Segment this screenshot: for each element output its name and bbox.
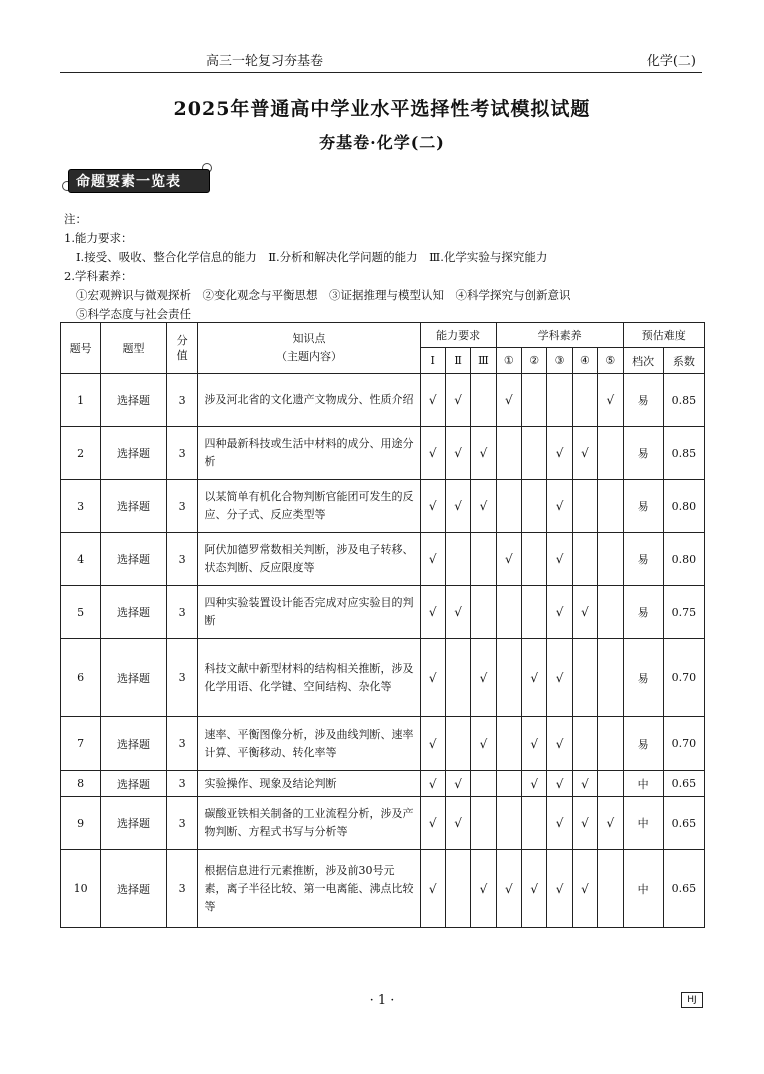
cell-check-mark: √	[420, 427, 445, 480]
ability-heading: 1.能力要求：	[64, 231, 133, 245]
cell-check-mark	[598, 427, 623, 480]
cell-check-mark: √	[522, 771, 547, 797]
table-row	[61, 639, 705, 717]
cell-question-no: 1	[61, 374, 101, 427]
header-kp-subtitle: （主题内容）	[275, 350, 342, 363]
cell-difficulty-coefficient: 0.65	[663, 771, 704, 797]
cell-check-mark: √	[496, 533, 521, 586]
publisher-code: HJ	[681, 992, 703, 1008]
cell-score: 3	[166, 427, 198, 480]
cell-check-mark	[572, 533, 597, 586]
table-row	[61, 374, 705, 427]
cell-check-mark: √	[572, 850, 597, 928]
cell-knowledge-point: 以某简单有机化合物判断官能团可发生的反应、分子式、反应类型等	[198, 480, 420, 533]
cell-difficulty-coefficient: 0.70	[663, 639, 704, 717]
header-kp-title: 知识点	[292, 332, 326, 345]
header-knowledge-point	[198, 323, 420, 374]
cell-check-mark	[496, 717, 521, 771]
cell-check-mark: √	[420, 797, 445, 850]
cell-check-mark	[496, 480, 521, 533]
cell-question-no: 8	[61, 771, 101, 797]
cell-difficulty-level: 易	[623, 374, 663, 427]
cell-score: 3	[166, 586, 198, 639]
subheader-ability-3: Ⅲ	[471, 348, 496, 374]
cell-knowledge-point: 阿伏加德罗常数相关判断，涉及电子转移、状态判断、反应限度等	[198, 533, 420, 586]
cell-check-mark: √	[547, 797, 572, 850]
page-number: · 1 ·	[369, 993, 395, 1008]
header-ability: 能力要求	[420, 323, 496, 348]
cell-check-mark	[547, 374, 572, 427]
cell-difficulty-level: 中	[623, 771, 663, 797]
cell-knowledge-point: 四种最新科技或生活中材料的成分、用途分析	[198, 427, 420, 480]
table-row	[61, 850, 705, 928]
cell-score: 3	[166, 480, 198, 533]
cell-question-no: 4	[61, 533, 101, 586]
cell-check-mark	[598, 533, 623, 586]
cell-check-mark: √	[547, 850, 572, 928]
cell-difficulty-coefficient: 0.70	[663, 717, 704, 771]
cell-check-mark	[572, 480, 597, 533]
cell-question-type: 选择题	[101, 771, 167, 797]
cell-difficulty-level: 中	[623, 797, 663, 850]
cell-score: 3	[166, 374, 198, 427]
cell-check-mark: √	[445, 480, 470, 533]
cell-difficulty-level: 易	[623, 639, 663, 717]
cell-check-mark	[522, 533, 547, 586]
cell-check-mark: √	[471, 639, 496, 717]
cell-question-type: 选择题	[101, 717, 167, 771]
header-subject: 化学(二)	[646, 54, 696, 69]
cell-question-type: 选择题	[101, 850, 167, 928]
subheader-ability-2: Ⅱ	[445, 348, 470, 374]
cell-check-mark	[598, 771, 623, 797]
cell-check-mark: √	[547, 639, 572, 717]
cell-question-type: 选择题	[101, 639, 167, 717]
cell-check-mark	[598, 850, 623, 928]
cell-check-mark	[598, 639, 623, 717]
cell-check-mark	[572, 374, 597, 427]
header-score-text: 分值	[176, 334, 188, 362]
cell-check-mark: √	[598, 797, 623, 850]
cell-check-mark: √	[445, 374, 470, 427]
cell-check-mark	[496, 586, 521, 639]
cell-difficulty-coefficient: 0.65	[663, 850, 704, 928]
cell-check-mark: √	[420, 771, 445, 797]
cell-check-mark	[496, 797, 521, 850]
cell-check-mark: √	[445, 586, 470, 639]
page-header	[60, 50, 702, 73]
cell-check-mark	[471, 797, 496, 850]
subheader-difficulty-2: 系数	[663, 348, 704, 374]
cell-check-mark: √	[496, 374, 521, 427]
cell-difficulty-coefficient: 0.80	[663, 480, 704, 533]
cell-check-mark	[471, 586, 496, 639]
header-literacy: 学科素养	[496, 323, 623, 348]
cell-question-no: 7	[61, 717, 101, 771]
cell-check-mark: √	[445, 797, 470, 850]
cell-check-mark: √	[471, 850, 496, 928]
cell-knowledge-point: 碳酸亚铁相关制备的工业流程分析，涉及产物判断、方程式书写与分析等	[198, 797, 420, 850]
cell-difficulty-level: 中	[623, 850, 663, 928]
subheader-literacy-5: ⑤	[598, 348, 623, 374]
section-banner	[62, 165, 212, 195]
cell-check-mark: √	[445, 771, 470, 797]
cell-question-type: 选择题	[101, 374, 167, 427]
notes-section	[64, 210, 724, 324]
subheader-literacy-3: ③	[547, 348, 572, 374]
cell-score: 3	[166, 771, 198, 797]
cell-check-mark: √	[572, 427, 597, 480]
cell-check-mark	[445, 717, 470, 771]
cell-check-mark	[598, 717, 623, 771]
cell-check-mark: √	[420, 850, 445, 928]
cell-check-mark: √	[598, 374, 623, 427]
cell-check-mark: √	[547, 480, 572, 533]
table-row	[61, 797, 705, 850]
cell-check-mark	[496, 639, 521, 717]
cell-check-mark: √	[522, 717, 547, 771]
cell-check-mark	[572, 639, 597, 717]
cell-difficulty-level: 易	[623, 586, 663, 639]
cell-check-mark: √	[420, 717, 445, 771]
note-label: 注：	[64, 212, 87, 226]
cell-check-mark	[445, 639, 470, 717]
cell-check-mark: √	[471, 480, 496, 533]
cell-difficulty-level: 易	[623, 717, 663, 771]
cell-question-no: 9	[61, 797, 101, 850]
cell-score: 3	[166, 850, 198, 928]
cell-question-type: 选择题	[101, 427, 167, 480]
cell-check-mark: √	[547, 771, 572, 797]
cell-question-no: 2	[61, 427, 101, 480]
cell-check-mark	[445, 533, 470, 586]
cell-check-mark	[471, 374, 496, 427]
cell-check-mark	[445, 850, 470, 928]
exam-subtitle: 夯基卷·化学(二)	[319, 133, 445, 152]
table-row	[61, 586, 705, 639]
table-row	[61, 480, 705, 533]
cell-check-mark: √	[547, 427, 572, 480]
banner-label: 命题要素一览表	[76, 174, 181, 190]
cell-difficulty-coefficient: 0.80	[663, 533, 704, 586]
cell-check-mark	[522, 374, 547, 427]
header-series-title: 高三一轮复习夯基卷	[206, 54, 324, 69]
cell-score: 3	[166, 533, 198, 586]
cell-check-mark: √	[572, 797, 597, 850]
cell-difficulty-coefficient: 0.65	[663, 797, 704, 850]
table-row	[61, 771, 705, 797]
cell-difficulty-coefficient: 0.85	[663, 374, 704, 427]
cell-check-mark	[598, 480, 623, 533]
table-row	[61, 717, 705, 771]
cell-check-mark	[522, 586, 547, 639]
literacy-items-1: ①宏观辨识与微观探析 ②变化观念与平衡思想 ③证据推理与模型认知 ④科学探究与创新意识	[76, 288, 571, 302]
cell-check-mark: √	[522, 850, 547, 928]
cell-check-mark: √	[420, 374, 445, 427]
ability-items: Ⅰ.接受、吸收、整合化学信息的能力 Ⅱ.分析和解决化学问题的能力 Ⅲ.化学实验与探究能力	[76, 250, 548, 264]
cell-knowledge-point: 科技文献中新型材料的结构相关推断，涉及化学用语、化学键、空间结构、杂化等	[198, 639, 420, 717]
cell-difficulty-level: 易	[623, 480, 663, 533]
cell-question-no: 10	[61, 850, 101, 928]
cell-question-type: 选择题	[101, 533, 167, 586]
cell-score: 3	[166, 717, 198, 771]
cell-difficulty-level: 易	[623, 427, 663, 480]
subheader-literacy-1: ①	[496, 348, 521, 374]
header-no: 题号	[61, 323, 101, 374]
cell-difficulty-coefficient: 0.85	[663, 427, 704, 480]
cell-question-no: 6	[61, 639, 101, 717]
cell-check-mark: √	[547, 717, 572, 771]
cell-check-mark	[496, 771, 521, 797]
table-body	[61, 374, 705, 928]
cell-check-mark: √	[420, 586, 445, 639]
cell-check-mark: √	[420, 533, 445, 586]
cell-question-no: 5	[61, 586, 101, 639]
subheader-ability-1: Ⅰ	[420, 348, 445, 374]
cell-check-mark: √	[420, 639, 445, 717]
cell-check-mark: √	[547, 533, 572, 586]
exam-title: 2025年普通高中学业水平选择性考试模拟试题	[173, 98, 591, 120]
literacy-heading: 2.学科素养：	[64, 269, 133, 283]
cell-check-mark	[598, 586, 623, 639]
cell-check-mark: √	[471, 717, 496, 771]
header-score	[166, 323, 198, 374]
cell-check-mark	[572, 717, 597, 771]
table-row	[61, 427, 705, 480]
cell-check-mark: √	[522, 639, 547, 717]
cell-check-mark: √	[572, 586, 597, 639]
cell-knowledge-point: 实验操作、现象及结论判断	[198, 771, 420, 797]
cell-check-mark: √	[547, 586, 572, 639]
cell-check-mark	[496, 427, 521, 480]
subheader-literacy-4: ④	[572, 348, 597, 374]
cell-check-mark	[522, 480, 547, 533]
cell-knowledge-point: 四种实验装置设计能否完成对应实验目的判断	[198, 586, 420, 639]
cell-knowledge-point: 速率、平衡图像分析，涉及曲线判断、速率计算、平衡移动、转化率等	[198, 717, 420, 771]
table-row	[61, 533, 705, 586]
cell-check-mark: √	[420, 480, 445, 533]
cell-check-mark	[471, 771, 496, 797]
subheader-literacy-2: ②	[522, 348, 547, 374]
header-difficulty: 预估难度	[623, 323, 704, 348]
cell-check-mark: √	[572, 771, 597, 797]
cell-check-mark	[471, 533, 496, 586]
cell-score: 3	[166, 639, 198, 717]
cell-check-mark: √	[496, 850, 521, 928]
cell-check-mark	[522, 427, 547, 480]
cell-question-no: 3	[61, 480, 101, 533]
cell-check-mark: √	[471, 427, 496, 480]
literacy-items-2: ⑤科学态度与社会责任	[76, 307, 191, 321]
cell-question-type: 选择题	[101, 480, 167, 533]
cell-question-type: 选择题	[101, 586, 167, 639]
subheader-difficulty-1: 档次	[623, 348, 663, 374]
exam-element-table	[60, 322, 705, 928]
cell-score: 3	[166, 797, 198, 850]
header-type: 题型	[101, 323, 167, 374]
cell-difficulty-coefficient: 0.75	[663, 586, 704, 639]
cell-knowledge-point: 根据信息进行元素推断，涉及前30号元素，离子半径比较、第一电离能、沸点比较等	[198, 850, 420, 928]
cell-check-mark: √	[445, 427, 470, 480]
cell-check-mark	[522, 797, 547, 850]
cell-knowledge-point: 涉及河北省的文化遗产文物成分、性质介绍	[198, 374, 420, 427]
cell-question-type: 选择题	[101, 797, 167, 850]
cell-difficulty-level: 易	[623, 533, 663, 586]
